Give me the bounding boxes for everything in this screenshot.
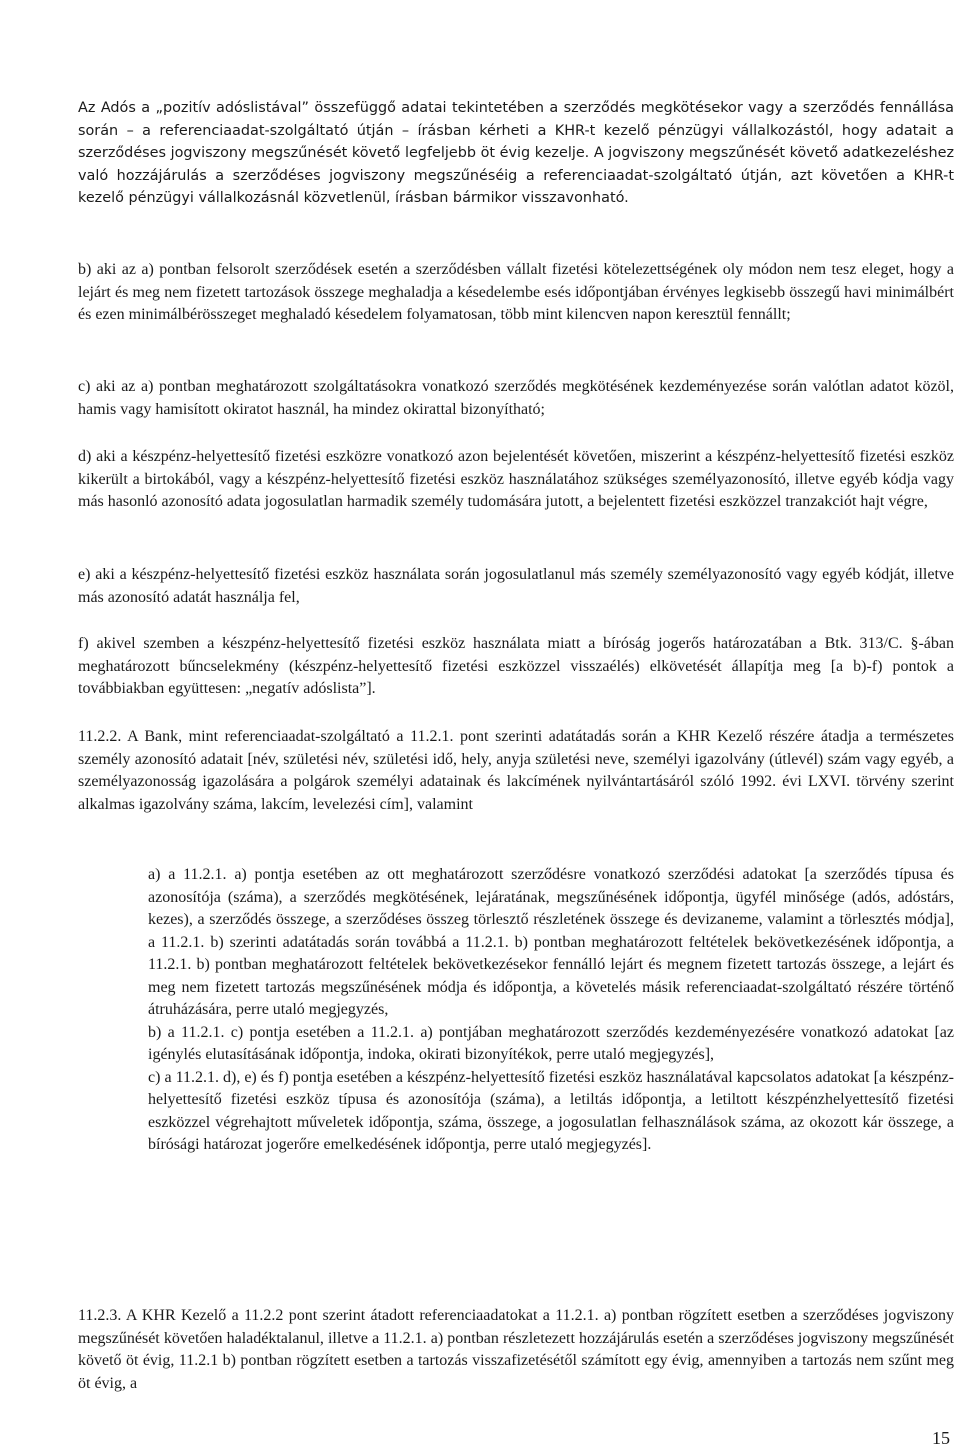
subitem-b: b) a 11.2.1. c) pontja esetében a 11.2.1. a) pontjában meghatározott szerződés kezdeményezésére vonatkozó adatokat [az igénylés elutasításának időpontja, indoka, okirati bizonyítékok, perre utaló megjegyzés],: [148, 1023, 954, 1063]
paragraph-item-b: b) aki az a) pontban felsorolt szerződések esetén a szerződésben vállalt fizetési kötelezettségének oly módon nem tesz eleget, hogy a lejárt és meg nem fizetett tartozások összege meghaladja a késedelembe esés időpontjában érvényes legkisebb összegű havi minimálbért és ezen minimálbérösszeget meghaladó késedelem folyamatosan, több mint kilencven napon keresztül fennállt;: [78, 261, 954, 323]
paragraph-item-c: c) aki az a) pontban meghatározott szolgáltatásokra vonatkozó szerződés megkötésének kezdeményezése során valótlan adatot közöl, hamis vagy hamisított okiratot használ, ha mindez okirattal bizonyítható;: [78, 378, 954, 418]
subitem-c: c) a 11.2.1. d), e) és f) pontja esetében a készpénz-helyettesítő fizetési eszköz használatával kapcsolatos adatokat [a készpénz-helyettesítő fizetési eszköz típusa és azonosítója (száma), a letiltás időpontja, a letiltott készpénzhelyettesítő fizetési eszközzel végrehajtott műveletek időpontja, száma, összege, a jogosulatlan felhasználások száma, az okozott kár összege, a bírósági határozat jogerőre emelkedésének időpontja, perre utaló megjegyzés].: [148, 1068, 954, 1153]
paragraph-11-2-3: 11.2.3. A KHR Kezelő a 11.2.2 pont szerint átadott referenciaadatokat a 11.2.1. a) pontban rögzített esetben a szerződéses jogviszony megszűnését követően haladéktalanul, illetve a 11.2.1. a) pontban részletezett hozzájárulás esetén a szerződéses jogviszony megszűnését követő öt évig, 11.2.1 b) pontban rögzített esetben a tartozás visszafizetésétől számított egy évig, amennyiben a tartozás nem szűnt meg öt évig, a: [78, 1307, 954, 1392]
page-number: 15: [932, 1428, 950, 1448]
paragraph-11-2-2: 11.2.2. A Bank, mint referenciaadat-szolgáltató a 11.2.1. pont szerinti adatátadás során a KHR Kezelő részére átadja a természetes személy azonosító adatait [név, születési név, születési idő, hely, anyja születési neve, személyi igazolvány (útlevél) szám vagy egyéb, a személyazonosság igazolására a polgárok személyi adatainak és lakcímének nyilvántartásáról szóló 1992. évi LXVI. törvény szerint alkalmas igazolvány száma, lakcím, levelezési cím], valamint: [78, 728, 954, 813]
subitem-a: a) a 11.2.1. a) pontja esetében az ott meghatározott szerződésre vonatkozó szerződési adatokat [a szerződés típusa és azonosítója (száma), a szerződés megkötésének, lejáratának, megszűnésének időpontja, ügyfél minősége (adós, adóstárs, kezes), a szerződés összege, a szerződéses összeg törlesztő részletének összege és devizaneme, valamint a törlesztés módja], a 11.2.1. b) szerinti adatátadás során továbbá a 11.2.1. b) pontban meghatározott feltételek bekövetkezésének időpontja, a 11.2.1. b) pontban meghatározott feltételek bekövetkezésekor fennálló lejárt és megnem fizetett tartozás összege, a lejárt és meg nem fizetett tartozás megszűnésének módja és időpontja, a követelés másik referenciaadat-szolgáltató részére történő átruházására, perre utaló megjegyzés,: [148, 866, 954, 1018]
subitems-list: [148, 864, 954, 1157]
paragraph-item-e: e) aki a készpénz-helyettesítő fizetési eszköz használata során jogosulatlanul más személy személyazonosító vagy egyéb kódját, illetve más azonosító adatát használja fel,: [78, 566, 954, 606]
paragraph-positive-debtor-list: Az Adós a „pozitív adóslistával” összefüggő adatai tekintetében a szerződés megkötésekor vagy a szerződés fennállása során – a referenciaadat-szolgáltató útján – írásban kérheti a KHR-t kezelő pénzügyi vállalkozástól, hogy adatait a szerződéses jogviszony megszűnését követő legfeljebb öt évig kezelje. A jogviszony megszűnését követő adatkezeléshez való hozzájárulás a szerződéses jogviszony megszűnéséig a referenciaadat-szolgáltató útján, azt követően a KHR-t kezelő pénzügyi vállalkozásnál közvetlenül, írásban bármikor visszavonható.: [78, 100, 954, 206]
paragraph-item-f: f) akivel szemben a készpénz-helyettesítő fizetési eszköz használata miatt a bíróság jogerős határozatában a Btk. 313/C. §-ában meghatározott bűncselekmény (készpénz-helyettesítő fizetési eszközzel visszaélés) elkövetését állapítja meg [a b)-f) pontok a továbbiakban együttesen: „negatív adóslista”].: [78, 635, 954, 697]
paragraph-item-d: d) aki a készpénz-helyettesítő fizetési eszközre vonatkozó azon bejelentését követően, miszerint a készpénz-helyettesítő fizetési eszköz kikerült a birtokából, vagy a készpénz-helyettesítő fizetési eszköz használatához szükséges személyazonosító, illetve egyéb kódja vagy más hasonló azonosító adata jogosulatlan harmadik személy tudomására jutott, a bejelentett fizetési eszközzel tranzakciót hajt végre,: [78, 448, 954, 510]
